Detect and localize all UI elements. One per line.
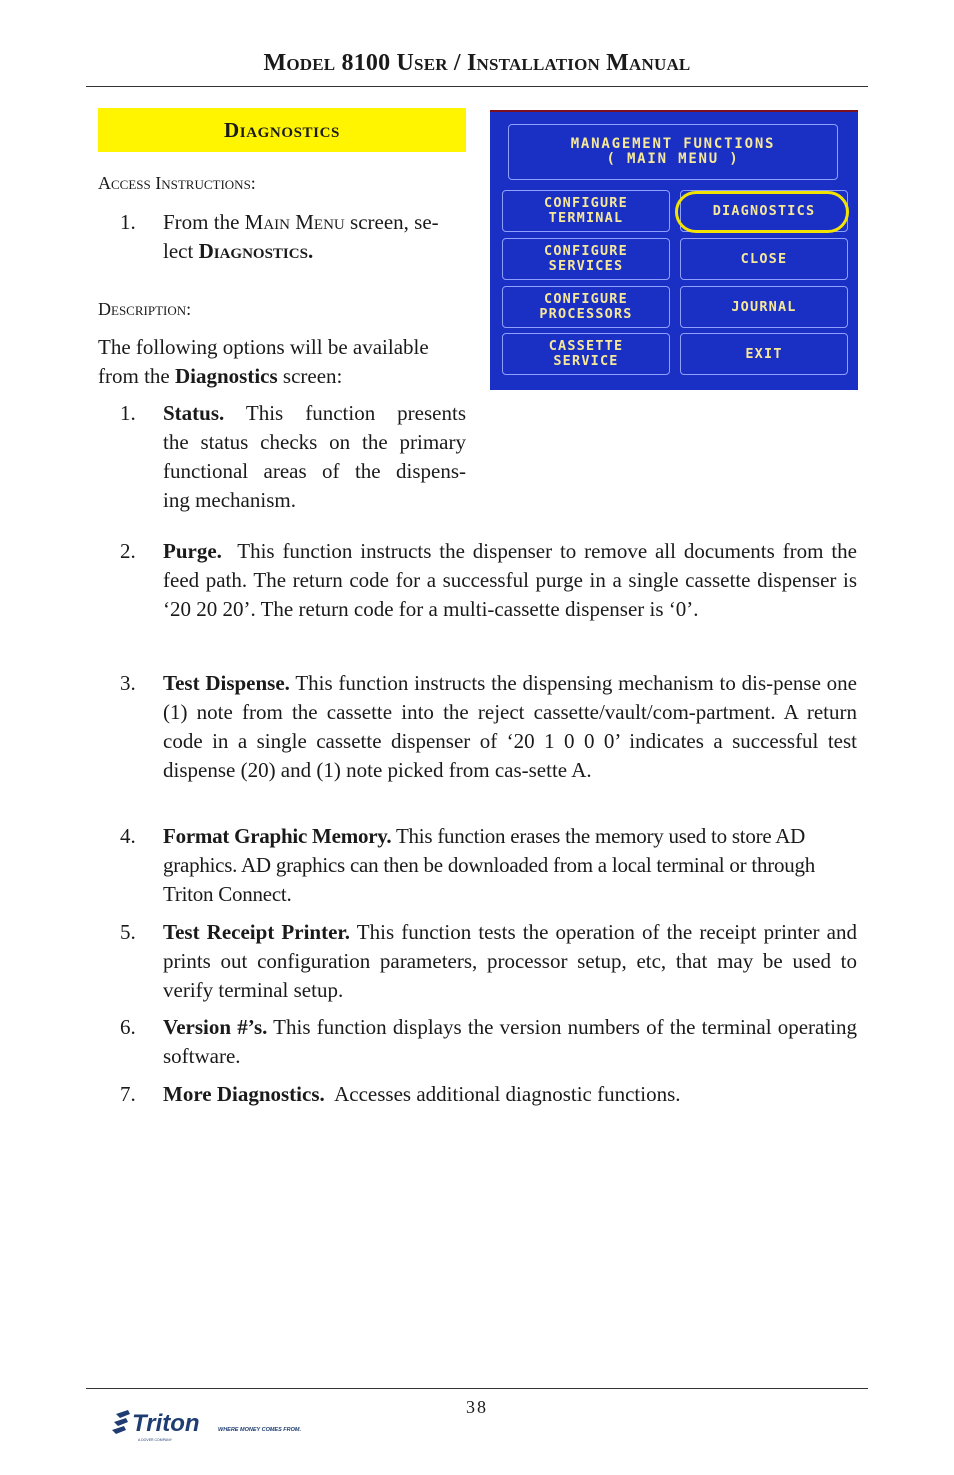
option-version (163, 1013, 857, 1071)
option-text: This function tests the operation of the receipt printer and prints out configuration parameters, processor setup, etc, that may be used to verify terminal setup. (163, 920, 857, 1002)
diagnostics-button[interactable]: DIAGNOSTICS (680, 190, 848, 232)
option-text: This function instructs the dispenser to remove all documents from the feed path. The return code for a successful purge in a single cassette dispenser is ‘20 20 20’. The return code for a multi-cassette dispenser is ‘0’. (163, 539, 858, 621)
option-status-line1 (163, 399, 466, 428)
option-status-line4: ing mechanism. (163, 488, 296, 512)
option-number: 7. (120, 1082, 136, 1106)
option-text: Accesses additional diagnostic functions. (334, 1082, 681, 1106)
option-text: This function instructs the dispensing mechanism to dis-pense one (1) note from the cassette into the reject cassette/vault/com-partment. A return code in a single cassette dispenser of ‘20 1 0 0 0’ indicates a successful test dispense (20) and (1) note picked from cas-sette A. (163, 671, 858, 782)
intro-text: screen: (277, 364, 343, 388)
option-purge (163, 537, 857, 624)
logo-tagline: WHERE MONEY COMES FROM. (218, 1427, 302, 1433)
access-step-number: 1. (120, 210, 136, 234)
main-menu-term: Main Menu (244, 210, 345, 234)
footer-divider (86, 1388, 868, 1389)
option-label: Status. (163, 401, 225, 425)
option-label: More Diagnostics. (163, 1082, 325, 1106)
page-number: 38 (466, 1397, 488, 1417)
page-header-title: Model 8100 User / Installation Manual (263, 50, 691, 76)
header-divider (86, 86, 868, 87)
access-step-text: screen, se- (344, 210, 439, 234)
option-format-graphic-memory (163, 822, 857, 909)
access-step-text: . (307, 239, 314, 263)
option-text: This function erases the memory used to store AD graphics. AD graphics can then be downloaded from a local terminal or through Triton Connect. (163, 824, 815, 906)
description-intro-line1: The following options will be available (98, 335, 429, 359)
access-step-text: lect (163, 239, 199, 263)
option-label: Version #’s. (163, 1015, 268, 1039)
option-number: 4. (120, 824, 136, 848)
option-number: 6. (120, 1015, 136, 1039)
selection-highlight (675, 191, 849, 233)
description-intro-line2 (98, 362, 470, 391)
access-step-line2 (163, 237, 467, 266)
option-more-diagnostics (163, 1080, 857, 1109)
option-label: Format Graphic Memory. (163, 824, 392, 848)
option-test-dispense (163, 669, 857, 785)
option-text: This function presents (245, 401, 466, 425)
exit-button[interactable]: EXIT (680, 333, 848, 375)
triton-logo (112, 1406, 322, 1446)
description-heading: Description: (98, 299, 192, 319)
option-number: 5. (120, 920, 136, 944)
option-number: 3. (120, 671, 136, 695)
atm-screen-title: MANAGEMENT FUNCTIONS ( MAIN MENU ) (508, 124, 838, 180)
journal-button[interactable]: JOURNAL (680, 286, 848, 328)
configure-processors-button[interactable]: CONFIGURE PROCESSORS (502, 286, 670, 328)
logo-mark-icon (116, 1410, 130, 1418)
logo-wordmark: Triton (132, 1410, 200, 1437)
option-label: Test Receipt Printer. (163, 920, 351, 944)
diagnostics-term: Diagnostics (174, 364, 278, 388)
close-button[interactable]: CLOSE (680, 238, 848, 280)
section-banner (98, 108, 466, 152)
cassette-service-button[interactable]: CASSETTE SERVICE (502, 333, 670, 375)
logo-subline: A DOVER COMPANY (138, 1438, 172, 1442)
option-test-receipt-printer (163, 918, 857, 1005)
configure-terminal-button[interactable]: CONFIGURE TERMINAL (502, 190, 670, 232)
option-label: Purge. (163, 539, 222, 563)
atm-main-menu-screen (490, 110, 858, 390)
intro-text: from the (98, 364, 175, 388)
access-instructions-heading: Access Instructions: (98, 173, 256, 193)
option-status-line3: functional areas of the dispens- (163, 459, 466, 483)
diagnostics-term: Diagnostics (198, 239, 308, 263)
configure-services-button[interactable]: CONFIGURE SERVICES (502, 238, 670, 280)
access-step-text: From the (163, 210, 245, 234)
access-step-line1 (163, 208, 467, 237)
option-number: 2. (120, 539, 136, 563)
section-title: Diagnostics (224, 117, 340, 142)
option-number: 1. (120, 401, 136, 425)
option-text: This function displays the version numbers of the terminal operating software. (163, 1015, 858, 1068)
option-label: Test Dispense. (163, 671, 290, 695)
option-status-line2: the status checks on the primary (163, 430, 466, 454)
